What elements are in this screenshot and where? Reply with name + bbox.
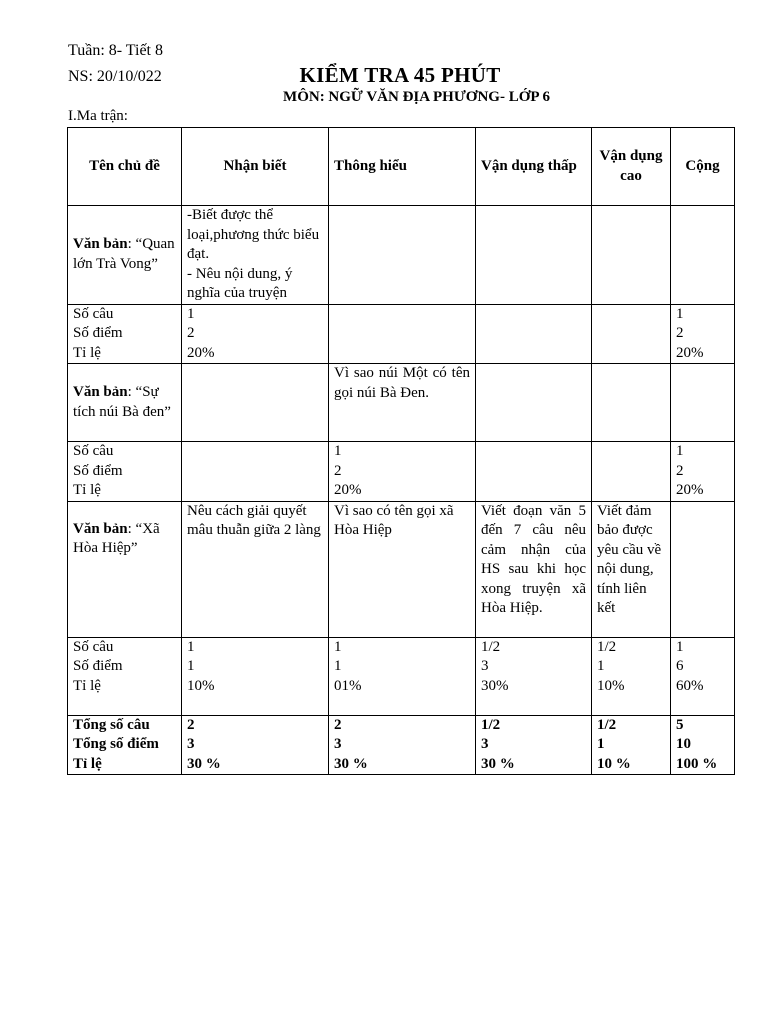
topic-high-application: Viết đảm bảo được yêu cầu về nội dung, tính liên kết: [592, 501, 671, 637]
stat-total: 1 2 20%: [671, 442, 735, 502]
stats-row: [68, 442, 735, 502]
stat-comprehension: [329, 304, 476, 364]
topic-name: “Xã Hòa Hiệp”: [73, 520, 160, 556]
total-overall: 5 10 100 %: [671, 715, 735, 775]
stat-total: 1 6 60%: [671, 637, 735, 715]
topic-high-application: [592, 206, 671, 305]
topic-comprehension: [329, 206, 476, 305]
topic-name: “Sự tích núi Bà đen”: [73, 384, 171, 420]
stat-low-application: [476, 304, 592, 364]
test-matrix-table: [67, 127, 735, 775]
prepared-date: NS: 20/10/022: [68, 68, 162, 85]
topic-row: [68, 364, 735, 442]
stat-low-application: 1/2 3 30%: [476, 637, 592, 715]
topic-separator: :: [127, 236, 136, 253]
topic-high-application: [592, 364, 671, 442]
col-header-recognition: Nhận biết: [182, 128, 329, 206]
col-header-low-application: Vận dụng thấp: [476, 128, 592, 206]
topic-name-cell: [68, 364, 182, 442]
topic-name-cell: [68, 501, 182, 637]
total-low-application: 1/2 3 30 %: [476, 715, 592, 775]
total-high-application: 1/2 1 10 %: [592, 715, 671, 775]
topic-name-cell: [68, 206, 182, 305]
topic-recognition: [182, 364, 329, 442]
topic-low-application: [476, 364, 592, 442]
stat-labels: Số câu Số điểm Tỉ lệ: [68, 637, 182, 715]
topic-recognition: -Biết được thể loại,phương thức biểu đạt. - Nêu nội dung, ý nghĩa của truyện: [182, 206, 329, 305]
stat-low-application: [476, 442, 592, 502]
stat-recognition: [182, 442, 329, 502]
topic-separator: :: [127, 520, 136, 537]
stat-recognition: 1 2 20%: [182, 304, 329, 364]
topic-row: [68, 501, 735, 637]
stats-row: [68, 637, 735, 715]
section-heading: I.Ma trận:: [68, 108, 128, 124]
subject-line: MÔN: NGỮ VĂN ĐỊA PHƯƠNG- LỚP 6: [283, 89, 550, 105]
total-recognition: 2 3 30 %: [182, 715, 329, 775]
totals-row: [68, 715, 735, 775]
stat-high-application: [592, 304, 671, 364]
stat-high-application: 1/2 1 10%: [592, 637, 671, 715]
topic-separator: :: [127, 384, 136, 400]
stat-comprehension: 1 2 20%: [329, 442, 476, 502]
stat-comprehension: 1 1 01%: [329, 637, 476, 715]
topic-total: [671, 501, 735, 637]
stat-recognition: 1 1 10%: [182, 637, 329, 715]
topic-comprehension: Vì sao có tên gọi xã Hòa Hiệp: [329, 501, 476, 637]
topic-total: [671, 364, 735, 442]
stat-high-application: [592, 442, 671, 502]
topic-label: Văn bản: [73, 236, 128, 253]
header-row: [68, 128, 735, 206]
col-header-comprehension: Thông hiểu: [329, 128, 476, 206]
stat-labels: Số câu Số điểm Tỉ lệ: [68, 304, 182, 364]
total-comprehension: 2 3 30 %: [329, 715, 476, 775]
topic-low-application: [476, 206, 592, 305]
col-header-total: Cộng: [671, 128, 735, 206]
topic-low-application: Viết đoạn văn 5 đến 7 câu nêu cảm nhận của HS sau khi học xong truyện xã Hòa Hiệp.: [476, 501, 592, 637]
stat-labels: Số câu Số điểm Tỉ lệ: [68, 442, 182, 502]
topic-label: Văn bản: [73, 520, 128, 537]
topic-recognition: Nêu cách giải quyết mâu thuẫn giữa 2 làng: [182, 501, 329, 637]
topic-row: [68, 206, 735, 305]
topic-comprehension: Vì sao núi Một có tên gọi núi Bà Đen.: [329, 364, 476, 442]
col-header-high-application: Vận dụng cao: [592, 128, 671, 206]
topic-label: Văn bản: [73, 384, 128, 400]
page-title: KIỂM TRA 45 PHÚT: [299, 63, 501, 87]
stat-total: 1 2 20%: [671, 304, 735, 364]
total-labels: Tổng số câu Tổng số điểm Tỉ lệ: [68, 715, 182, 775]
stats-row: [68, 304, 735, 364]
topic-name: “Quan lớn Trà Vong”: [73, 236, 175, 272]
topic-total: [671, 206, 735, 305]
week-lesson: Tuần: 8- Tiết 8: [68, 42, 163, 59]
col-header-topic: Tên chủ đề: [68, 128, 182, 206]
